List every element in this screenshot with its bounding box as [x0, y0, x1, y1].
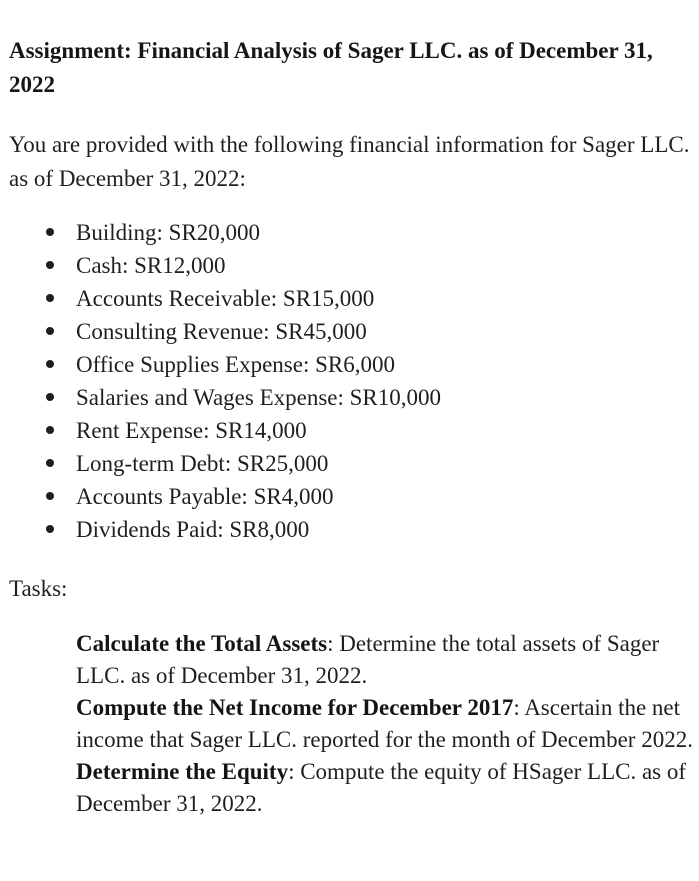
list-item	[9, 480, 693, 513]
list-item	[9, 282, 693, 315]
list-item	[9, 513, 693, 546]
bullet-icon	[46, 525, 54, 533]
list-item-text: Cash: SR12,000	[76, 253, 226, 278]
task-heading: Calculate the Total Assets	[76, 631, 328, 656]
task-net-income	[76, 692, 693, 756]
list-item-text: Dividends Paid: SR8,000	[76, 517, 310, 542]
task-description: : Ascertain the net income that Sager LLC. reported for the month of December 2022.	[76, 695, 693, 752]
list-item-text: Rent Expense: SR14,000	[76, 418, 307, 443]
list-item-text: Office Supplies Expense: SR6,000	[76, 352, 395, 377]
financial-info-list	[9, 216, 693, 546]
bullet-icon	[46, 294, 54, 302]
list-item	[9, 315, 693, 348]
intro-paragraph: You are provided with the following financial information for Sager LLC. as of December 31, 2022:	[9, 132, 690, 191]
list-item-text: Consulting Revenue: SR45,000	[76, 319, 367, 344]
bullet-icon	[46, 228, 54, 236]
bullet-icon	[46, 360, 54, 368]
list-item	[9, 414, 693, 447]
list-item	[9, 348, 693, 381]
list-item	[9, 447, 693, 480]
list-item	[9, 381, 693, 414]
list-item	[9, 249, 693, 282]
task-total-assets	[76, 628, 693, 692]
task-heading: Determine the Equity	[76, 759, 289, 784]
list-item-text: Long-term Debt: SR25,000	[76, 451, 329, 476]
bullet-icon	[46, 426, 54, 434]
task-description: : Determine the total assets of Sager LLC. as of December 31, 2022.	[76, 631, 660, 688]
bullet-icon	[46, 459, 54, 467]
bullet-icon	[46, 492, 54, 500]
bullet-icon	[46, 393, 54, 401]
task-description: : Compute the equity of HSager LLC. as of December 31, 2022.	[76, 759, 687, 816]
assignment-document	[9, 34, 693, 820]
list-item-text: Salaries and Wages Expense: SR10,000	[76, 385, 442, 410]
task-heading: Compute the Net Income for December 2017	[76, 695, 514, 720]
list-item-text: Building: SR20,000	[76, 220, 261, 245]
tasks-section	[9, 628, 693, 820]
tasks-label: Tasks:	[9, 576, 68, 601]
bullet-icon	[46, 261, 54, 269]
assignment-title: Assignment: Financial Analysis of Sager LLC. as of December 31, 2022	[9, 38, 653, 97]
list-item-text: Accounts Receivable: SR15,000	[76, 286, 375, 311]
bullet-icon	[46, 327, 54, 335]
list-item	[9, 216, 693, 249]
list-item-text: Accounts Payable: SR4,000	[76, 484, 334, 509]
task-equity	[76, 756, 693, 820]
